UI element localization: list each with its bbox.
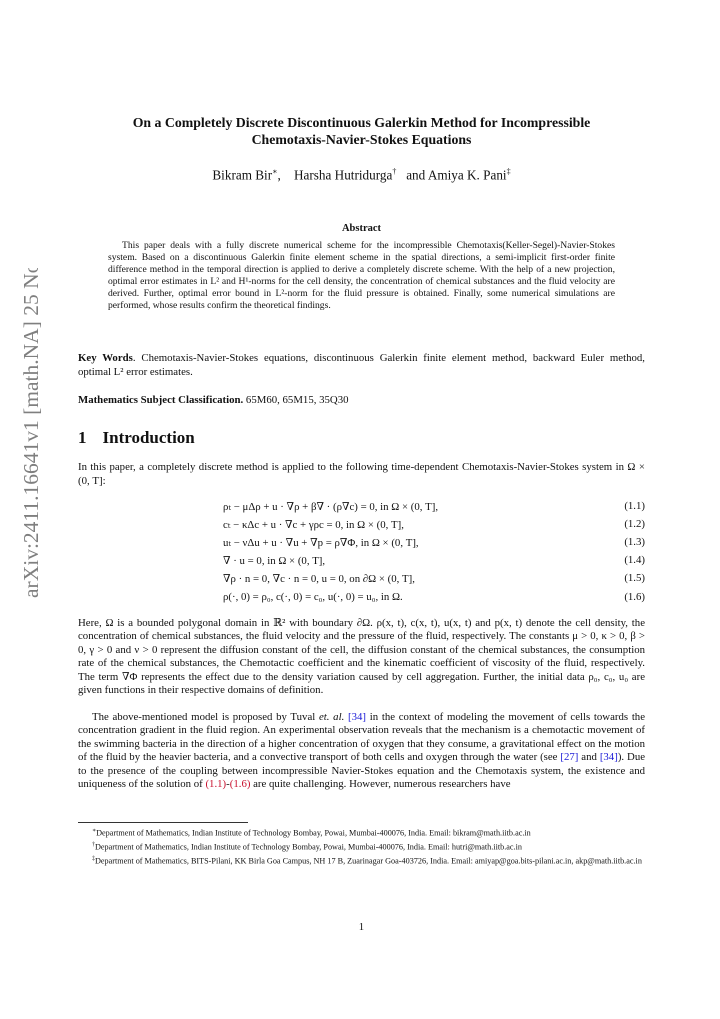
- keywords-text: . Chemotaxis-Navier-Stokes equations, discontinuous Galerkin finite element method, backward Euler method, optimal L² error estimates.: [78, 352, 645, 379]
- footnote-mark: ∗: [92, 828, 97, 834]
- author-3: Amiya K. Pani: [427, 167, 507, 183]
- equation-1-5: [78, 572, 645, 588]
- footnote-text: Department of Mathematics, Indian Institute of Technology Bombay, Powai, Mumbai-400076, India. Email: hutri@math.iitb.ac.in: [95, 842, 522, 852]
- equation-expression: uₜ − νΔu + u · ∇u + ∇p = ρ∇Φ, in Ω × (0, T],: [223, 537, 419, 549]
- msc-label: Mathematics Subject Classification.: [78, 394, 244, 406]
- equation-expression: ρₜ − μΔρ + u · ∇ρ + β∇ · (ρ∇c) = 0, in Ω × (0, T],: [223, 501, 439, 513]
- equation-number: (1.5): [624, 572, 645, 584]
- arxiv-sidebar-stamp: [8, 268, 48, 598]
- equation-ref-link[interactable]: (1.6): [229, 778, 251, 791]
- footnote-text: Department of Mathematics, Indian Institute of Technology Bombay, Powai, Mumbai-400076, India. Email: bikram@math.iitb.ac.in: [96, 828, 531, 838]
- abstract-heading: Abstract: [341, 223, 382, 234]
- equation-number: (1.4): [624, 554, 645, 566]
- equation-1-3: [78, 536, 645, 552]
- msc-text: 65M60, 65M15, 35Q30: [243, 394, 349, 406]
- author-1-mark: ∗: [272, 167, 278, 176]
- author-and: and: [406, 167, 426, 183]
- text-run: and: [578, 751, 600, 764]
- title-line-1: On a Completely Discrete Discontinuous Galerkin Method for Incompressible: [132, 115, 591, 130]
- citation-link[interactable]: [34]: [599, 751, 618, 764]
- equation-expression: ∇ · u = 0, in Ω × (0, T],: [223, 555, 326, 567]
- citation-link[interactable]: [34]: [348, 711, 367, 723]
- text-run: The above-mentioned model is proposed by Tuval: [92, 711, 319, 723]
- intro-text: In this paper, a completely discrete method is applied to the following time-dependent Chemotaxis-Navier-Stokes system in Ω × (0, T]:: [78, 461, 645, 488]
- paragraph-model-background: [78, 711, 645, 791]
- page-number: 1: [358, 921, 365, 933]
- author-2: Harsha Hutridurga: [294, 167, 393, 183]
- section-number: 1: [78, 428, 87, 447]
- author-list: Bikram Bir∗, Harsha Hutridurga† and Amiya K. Pani‡: [212, 167, 511, 183]
- msc-classification: [78, 394, 645, 406]
- title-line-2: Chemotaxis-Navier-Stokes Equations: [251, 132, 472, 147]
- equation-1-1: [78, 500, 645, 516]
- text-run: -: [226, 778, 230, 791]
- arxiv-identifier: arXiv:2411.16641v1 [math.NA] 25 Nov 2024: [19, 268, 43, 598]
- author-3-mark: ‡: [506, 167, 511, 176]
- footnote-mark: ‡: [92, 856, 95, 863]
- citation-link[interactable]: [27]: [560, 751, 579, 764]
- equation-number: (1.1): [624, 500, 645, 512]
- keywords-label: Key Words: [78, 352, 133, 364]
- footnote-3: [78, 854, 645, 867]
- footnote-text: Department of Mathematics, BITS-Pilani, KK Birla Goa Campus, NH 17 B, Zuarinagar Goa-403726, India. Email: amiyap@goa.bits-pilani.ac.in, akp@math.iitb.ac.in: [95, 857, 642, 867]
- equation-number: (1.2): [624, 518, 645, 530]
- section-heading: [78, 428, 195, 448]
- paragraph-definitions: Here, Ω is a bounded polygonal domain in ℝ² with boundary ∂Ω. ρ(x, t), c(x, t), u(x, t) and p(x, t) denote the cell density, the concentration of chemical substances, the fluid velocity and the pressure of the fluid, respectively. The constants μ > 0, κ > 0, β > 0, γ > 0 and ν > 0 represent the diffusion constant of the cell, the diffusion constant of the chemical substances, the consumption rate of the chemical substances, the Chemotactic coefficient and the kinematic coefficient of viscosity of the fluid, respectively. The term ∇Φ represents the effect due to the density variation caused by cell aggregation. Further, the initial data ρ₀, c₀, u₀ are given functions in their respective domains of definition.: [78, 617, 645, 697]
- text-run: in the context of modeling the movement of cells towards the concentration gradient in the fluid region. An experimental observation reveals that the mechanism is a chemotactic movement of the swimming bacteria in the direction of a higher concentration of oxygen that they consume, a gravitational effect on the motion of the fluid by the heavier bacteria, and a convective transport of both cells and oxygen through the water (see: [78, 711, 646, 764]
- footnote-mark: †: [92, 842, 95, 849]
- equation-1-6: [78, 591, 645, 607]
- paper-title: [78, 114, 645, 148]
- equation-expression: ∇ρ · n = 0, ∇c · n = 0, u = 0, on ∂Ω × (0, T],: [223, 573, 415, 585]
- text-run: are quite challenging. However, numerous researchers have: [250, 778, 511, 791]
- equation-expression: ρ(·, 0) = ρ₀, c(·, 0) = c₀, u(·, 0) = u₀, in Ω.: [223, 591, 403, 603]
- equation-expression: cₜ − κΔc + u · ∇c + γρc = 0, in Ω × (0, T],: [223, 519, 404, 531]
- footnotes: [78, 826, 645, 868]
- equation-number: (1.6): [624, 591, 645, 603]
- equation-1-4: [78, 554, 645, 570]
- keywords: [78, 351, 645, 380]
- section-title: Introduction: [102, 428, 195, 447]
- footnote-2: [78, 840, 645, 853]
- author-2-mark: †: [392, 167, 397, 176]
- footnote-divider: [78, 822, 248, 823]
- footnote-1: [78, 826, 645, 839]
- text-run-italic: et. al.: [318, 711, 345, 723]
- equation-ref-link[interactable]: (1.1): [205, 778, 227, 791]
- equation-number: (1.3): [624, 536, 645, 548]
- abstract-text: This paper deals with a fully discrete numerical scheme for the incompressible Chemotaxis(Keller-Segel)-Navier-Stokes system. Based on a discontinuous Galerkin finite element scheme in the spatial directions, a semi-implicit first-order finite difference method in the temporal direction is applied to derive a completely discrete scheme. With the help of a new projection, optimal error estimates in L² and H¹-norms for the cell density, the concentration of chemical substances and the fluid velocity are derived. Further, optimal error bound in L²-norm for the fluid pressure is obtained. Finally, some numerical simulations are performed, whose results confirm the theoretical findings.: [108, 240, 615, 312]
- equation-1-2: [78, 518, 645, 534]
- text-run: ). Due to the presence of the coupling between incompressible Navier-Stokes equation and the Chemotaxis system, the existence and uniqueness of the solution of: [78, 751, 646, 791]
- author-1: Bikram Bir: [212, 167, 273, 183]
